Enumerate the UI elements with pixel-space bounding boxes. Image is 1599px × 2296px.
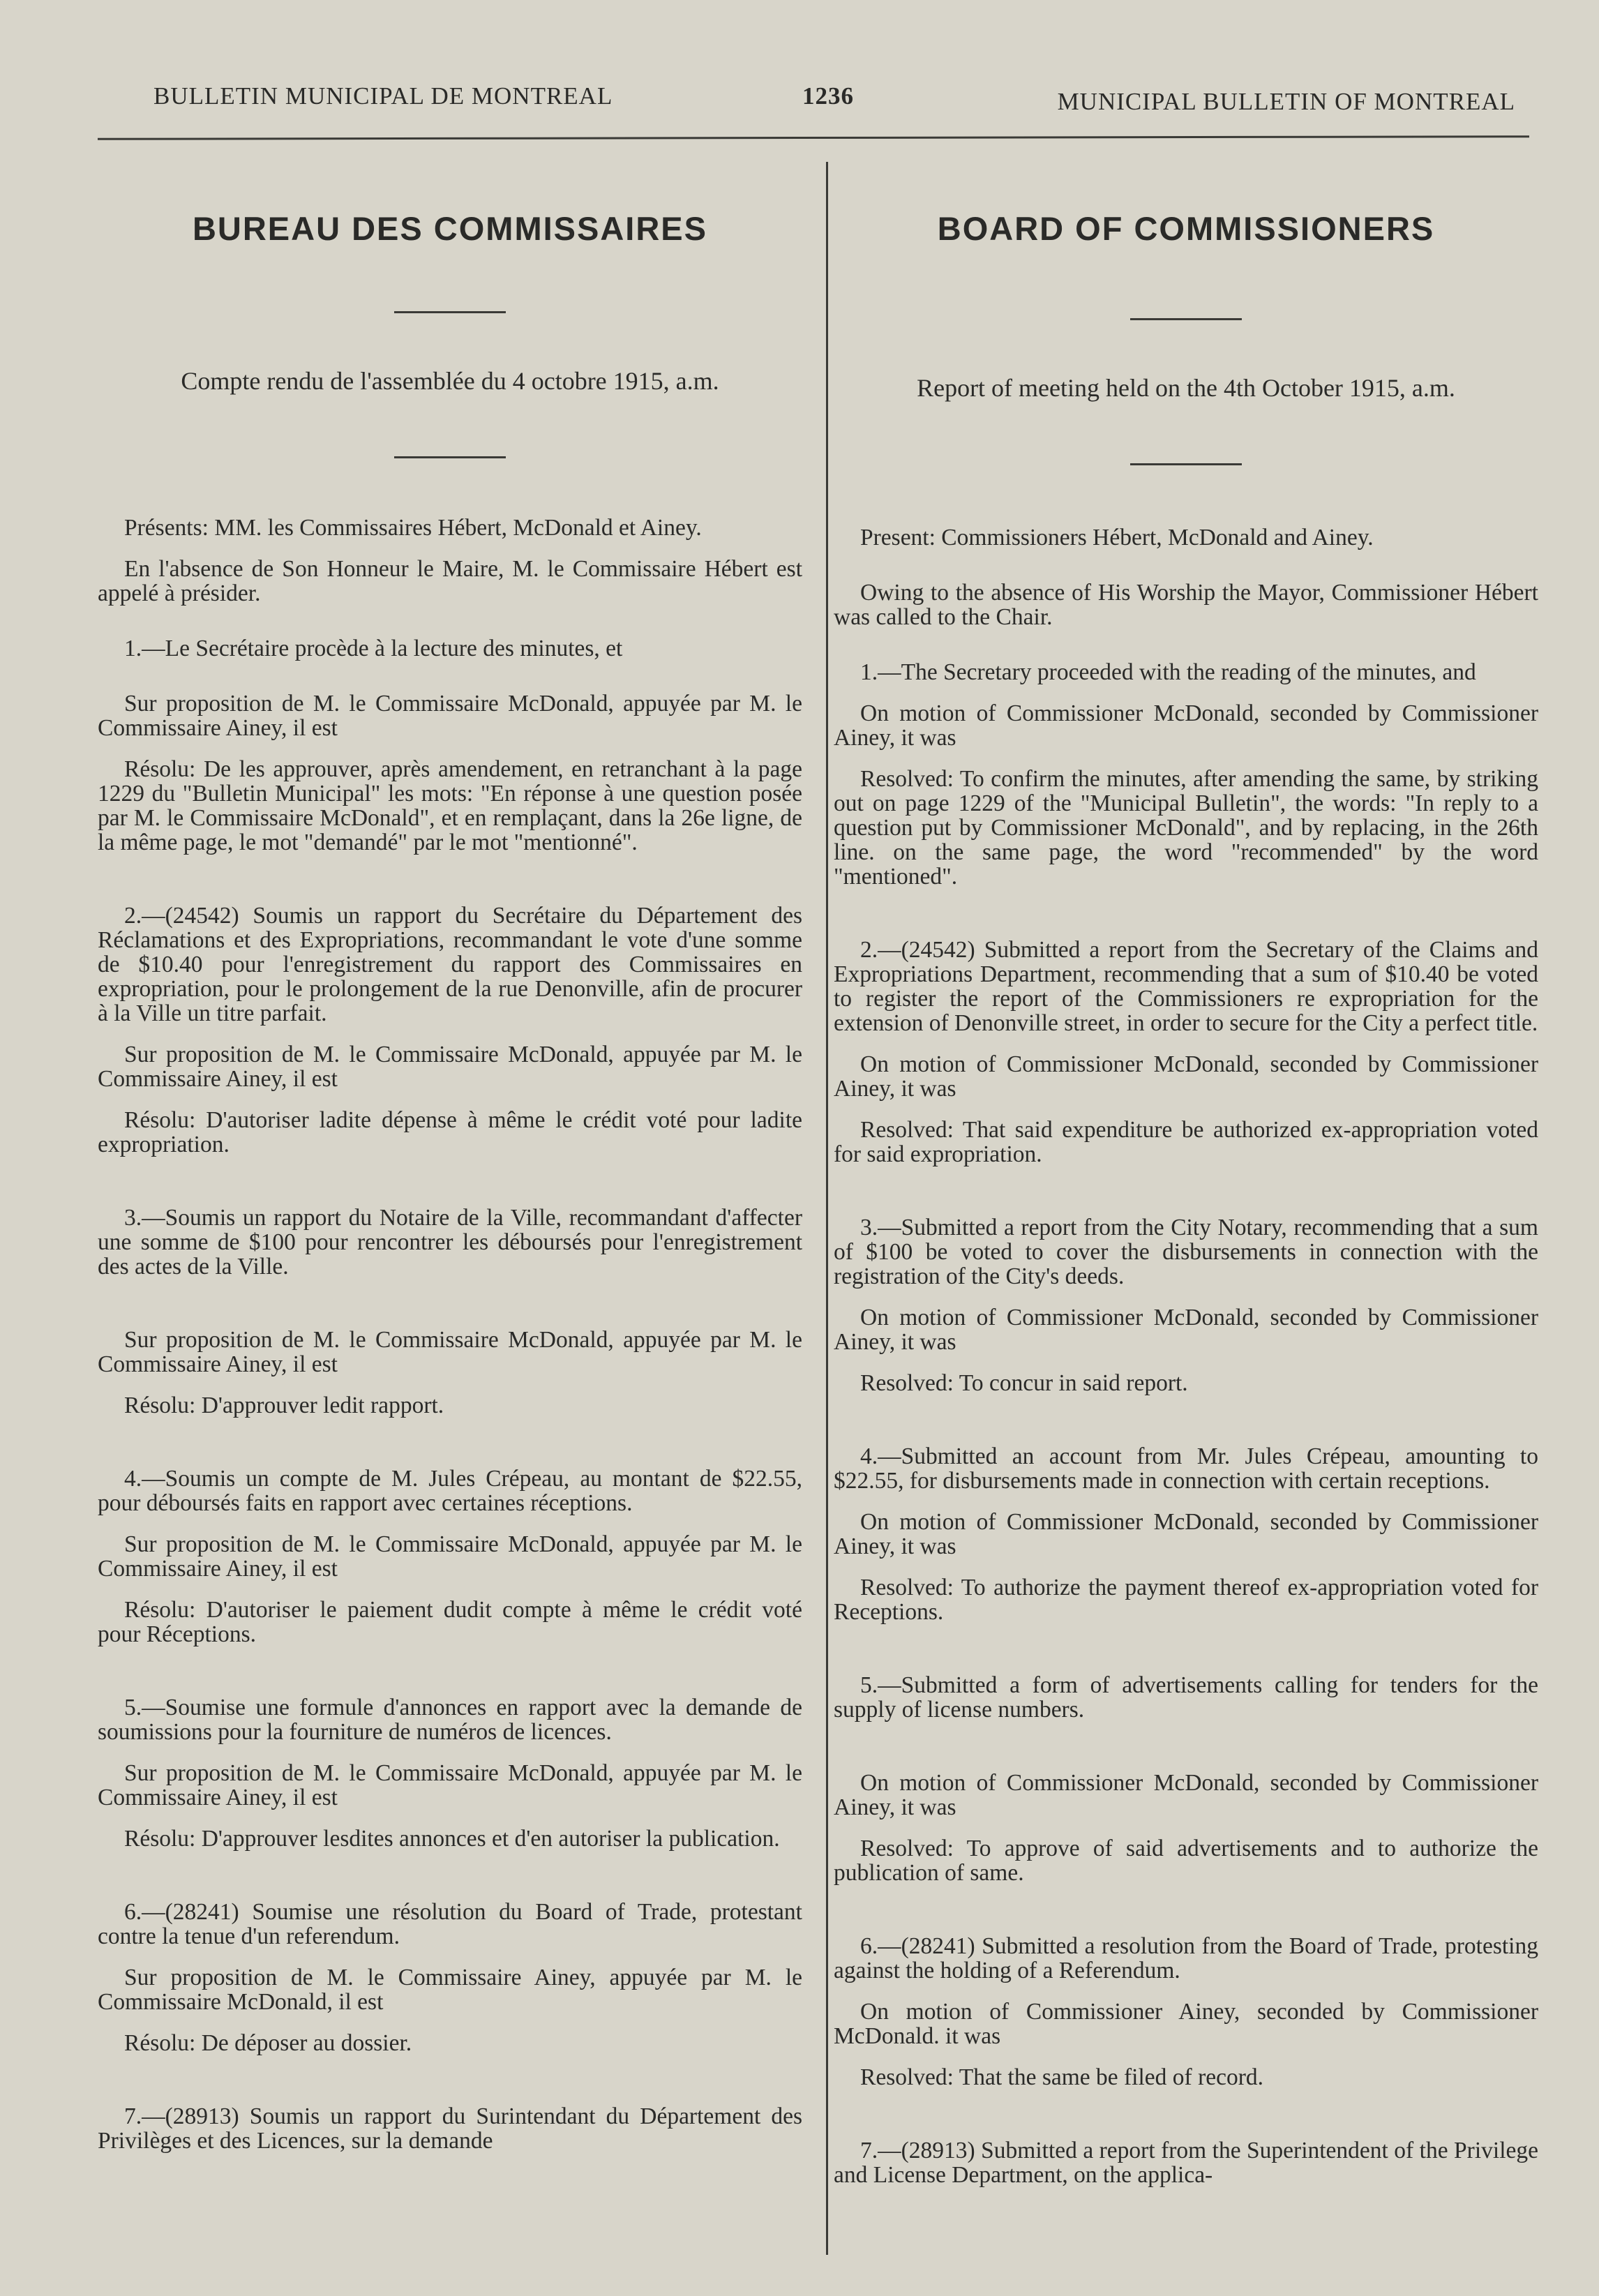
- running-head-english: MUNICIPAL BULLETIN OF MONTREAL: [1057, 88, 1515, 115]
- paragraph: 5.—Submitted a form of advertisements calling for tenders for the supply of license numbers.: [834, 1672, 1538, 1723]
- paragraph: Resolved: To authorize the payment thereof ex-appropriation voted for Receptions.: [834, 1575, 1538, 1625]
- french-subtitle: Compte rendu de l'assemblée du 4 octobre 1915, a.m.: [181, 367, 719, 395]
- paragraph: Sur proposition de M. le Commissaire McDonald, appuyée par M. le Commissaire Ainey, il est: [98, 1760, 802, 1810]
- paragraph: 4.—Submitted an account from Mr. Jules Crépeau, amounting to $22.55, for disbursements made in connection with certain receptions.: [834, 1443, 1538, 1494]
- paragraph: On motion of Commissioner McDonald, seconded by Commissioner Ainey, it was: [834, 1509, 1538, 1559]
- paragraph: Sur proposition de M. le Commissaire McDonald, appuyée par M. le Commissaire Ainey, il est: [98, 1531, 802, 1582]
- paragraph: 7.—(28913) Submitted a report from the Superintendent of the Privilege and License Department, on the applica-: [834, 2138, 1538, 2188]
- english-body: [834, 525, 1538, 2187]
- paragraph: 6.—(28241) Soumise une résolution du Board of Trade, protestant contre la tenue d'un referendum.: [98, 1899, 802, 1949]
- paragraph: 3.—Soumis un rapport du Notaire de la Ville, recommandant d'affecter une somme de $100 pour rencontrer les déboursés pour l'enregistrement des actes de la Ville.: [98, 1205, 802, 1280]
- running-head: [98, 82, 1515, 124]
- paragraph: Resolved: To confirm the minutes, after amending the same, by striking out on page 1229 of the "Municipal Bulletin", the words: "In reply to a question put by Commissioner McDonald", and by replacing, in the 26th line. on the same page, the word "recommended" by the word "mentioned".: [834, 766, 1538, 890]
- paragraph: 5.—Soumise une formule d'annonces en rapport avec la demande de soumissions pour la fourniture de numéros de licences.: [98, 1695, 802, 1745]
- paragraph: Résolu: D'approuver ledit rapport.: [124, 1393, 444, 1418]
- column-divider: [826, 162, 828, 2255]
- paragraph: 2.—(24542) Submitted a report from the Secretary of the Claims and Expropriations Department, recommending that a sum of $10.40 be voted to register the report of the Commissioners re expropriation for the extension of Denonville street, in order to secure for the City a perfect title.: [834, 937, 1538, 1036]
- paragraph: Resolved: That said expenditure be authorized ex-appropriation voted for said expropriation.: [834, 1117, 1538, 1167]
- paragraph: Résolu: De déposer au dossier.: [124, 2030, 412, 2056]
- paragraph: Sur proposition de M. le Commissaire McDonald, appuyée par M. le Commissaire Ainey, il est: [98, 1042, 802, 1092]
- paragraph: On motion of Commissioner McDonald, seconded by Commissioner Ainey, it was: [834, 700, 1538, 751]
- paragraph: Owing to the absence of His Worship the Mayor, Commissioner Hébert was called to the Chair.: [834, 580, 1538, 630]
- french-column: [98, 167, 802, 2153]
- english-subtitle: Report of meeting held on the 4th October 1915, a.m.: [917, 374, 1455, 402]
- paragraph: 6.—(28241) Submitted a resolution from the Board of Trade, protesting against the holding of a Referendum.: [834, 1933, 1538, 1983]
- paragraph: On motion of Commissioner McDonald, seconded by Commissioner Ainey, it was: [834, 1770, 1538, 1820]
- paragraph: Résolu: D'approuver lesdites annonces et d'en autoriser la publication.: [124, 1826, 780, 1852]
- paragraph: Résolu: De les approuver, après amendement, en retranchant à la page 1229 du "Bulletin Municipal" les mots: "En réponse à une question posée par M. le Commissaire McDonald", et en remplaçant, dans la 26e ligne, de la même page, le mot "demandé" par le mot "mentionné".: [98, 756, 802, 855]
- paragraph: Sur proposition de M. le Commissaire Ainey, appuyée par M. le Commissaire McDonald, il est: [98, 1965, 802, 2015]
- title-rule: [1130, 318, 1242, 320]
- paragraph: Résolu: D'autoriser ladite dépense à même le crédit voté pour ladite expropriation.: [98, 1107, 802, 1157]
- paragraph: 2.—(24542) Soumis un rapport du Secrétaire du Département des Réclamations et des Expropriations, recommandant le vote d'une somme de $10.40 pour l'enregistrement du rapport des Commissaires en expropriation, pour le prolongement de la rue Denonville, afin de procurer à la Ville un titre parfait.: [98, 903, 802, 1026]
- paragraph: Resolved: To approve of said advertisements and to authorize the publication of same.: [834, 1836, 1538, 1886]
- paragraph: Présents: MM. les Commissaires Hébert, McDonald et Ainey.: [124, 515, 702, 541]
- subtitle-rule: [1130, 463, 1242, 465]
- paragraph: Resolved: To concur in said report.: [860, 1370, 1188, 1396]
- paragraph: En l'absence de Son Honneur le Maire, M. le Commissaire Hébert est appelé à présider.: [98, 556, 802, 606]
- paragraph: 1.—The Secretary proceeded with the reading of the minutes, and: [860, 659, 1476, 685]
- paragraph: On motion of Commissioner McDonald, seconded by Commissioner Ainey, it was: [834, 1305, 1538, 1355]
- paragraph: Resolved: That the same be filed of record.: [860, 2064, 1263, 2090]
- paragraph: On motion of Commissioner Ainey, seconded by Commissioner McDonald. it was: [834, 1999, 1538, 2049]
- french-body: [98, 516, 802, 2153]
- paragraph: Present: Commissioners Hébert, McDonald and Ainey.: [860, 525, 1374, 550]
- paragraph: 3.—Submitted a report from the City Notary, recommending that a sum of $100 be voted to cover the disbursements in connection with the registration of the City's deeds.: [834, 1215, 1538, 1289]
- subtitle-rule: [394, 456, 506, 458]
- paragraph: Sur proposition de M. le Commissaire McDonald, appuyée par M. le Commissaire Ainey, il est: [98, 691, 802, 741]
- english-title: BOARD OF COMMISSIONERS: [937, 210, 1435, 247]
- french-title: BUREAU DES COMMISSAIRES: [192, 210, 707, 247]
- english-column: [834, 167, 1538, 2187]
- paragraph: 7.—(28913) Soumis un rapport du Surintendant du Département des Privilèges et des Licences, sur la demande: [98, 2103, 802, 2154]
- paragraph: Sur proposition de M. le Commissaire McDonald, appuyée par M. le Commissaire Ainey, il est: [98, 1327, 802, 1377]
- paragraph: On motion of Commissioner McDonald, seconded by Commissioner Ainey, it was: [834, 1051, 1538, 1102]
- paragraph: 1.—Le Secrétaire procède à la lecture des minutes, et: [124, 636, 623, 661]
- running-head-french: BULLETIN MUNICIPAL DE MONTREAL: [153, 82, 613, 110]
- page-number: 1236: [802, 82, 854, 110]
- paragraph: 4.—Soumis un compte de M. Jules Crépeau, au montant de $22.55, pour déboursés faits en rapport avec certaines réceptions.: [98, 1466, 802, 1516]
- title-rule: [394, 311, 506, 313]
- paragraph: Résolu: D'autoriser le paiement dudit compte à même le crédit voté pour Réceptions.: [98, 1597, 802, 1647]
- header-divider: [98, 135, 1529, 140]
